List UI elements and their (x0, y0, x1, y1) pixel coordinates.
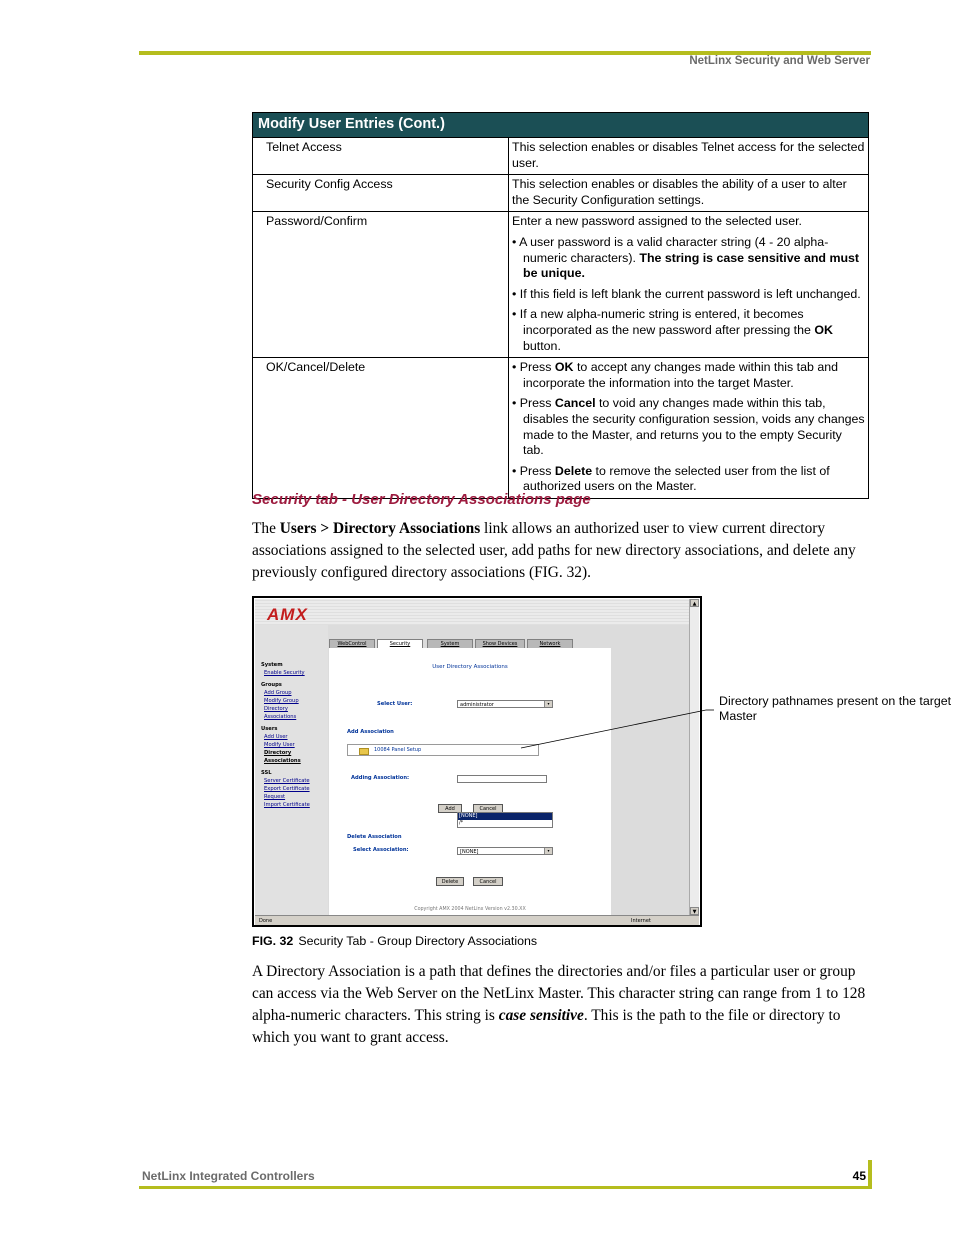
screenshot-copyright: Copyright AMX 2004 NetLinx Version v2.30.XX (414, 907, 526, 912)
amx-logo: AMX (267, 605, 308, 624)
body-paragraph: The Users > Directory Associations link allows an authorized user to view current directory associations assigned to the selected user, add paths for new directory associations, and delete any previously configured directory associations (FIG. 32). (252, 520, 856, 581)
body-paragraph: A Directory Association is a path that defines the directories and/or files a particular user or group can access via the Web Server on the NetLinx Master. This character string can range from 1 to 128 alpha-numeric characters. This string is case sensitive. This is the path to the file or directory to which you want to grant access. (252, 963, 866, 1046)
cancel-button[interactable]: Cancel (473, 804, 503, 813)
tab-show-devices[interactable]: Show Devices (475, 639, 525, 649)
modify-user-entries-table (252, 112, 869, 499)
nav-link-request[interactable]: Request (264, 794, 286, 800)
field-description: This selection enables or disables the ability of a user to alter the Security Configuration settings. (509, 175, 869, 212)
nav-link-add-group[interactable]: Add Group (264, 690, 292, 696)
bottom-rule (139, 1186, 871, 1189)
list-option-selected[interactable]: [NONE] (458, 813, 552, 820)
running-title: NetLinx Security and Web Server (689, 55, 870, 67)
select-user-label: Select User: (377, 701, 413, 707)
table-row (253, 138, 869, 175)
nav-link-enable-security[interactable]: Enable Security (264, 670, 305, 676)
bullet-item: • Press Cancel to void any changes made within this tab, disables the security configuration session, voids any changes made to the Master, and returns you to the empty Security tab. (512, 396, 865, 458)
tab-system[interactable]: System (427, 639, 473, 649)
figure-callout: Directory pathnames present on the target Master (719, 694, 952, 723)
nav-link-import-certificate[interactable]: Import Certificate (264, 802, 310, 808)
section-title: Security tab - User Directory Associations page (252, 491, 591, 508)
nav-link-group-directory[interactable]: Directory (264, 706, 288, 712)
description-intro: Enter a new password assigned to the selected user. (512, 214, 802, 229)
field-name: Password/Confirm (253, 212, 509, 358)
page-marker-bar (868, 1160, 872, 1189)
nav-link-user-directory[interactable]: Directory (264, 750, 292, 756)
field-name: OK/Cancel/Delete (253, 358, 509, 499)
footer-title: NetLinx Integrated Controllers (142, 1169, 315, 1183)
delete-button[interactable]: Delete (436, 877, 464, 886)
folder-entry[interactable]: 10084 Panel Setup (374, 747, 422, 753)
figure-screenshot (252, 596, 702, 927)
folder-icon (359, 748, 369, 755)
nav-heading-ssl: SSL (261, 770, 272, 776)
nav-link-export-certificate[interactable]: Export Certificate (264, 786, 310, 792)
nav-link-group-associations[interactable]: Associations (264, 714, 297, 720)
adding-association-label: Adding Association: (351, 775, 410, 781)
status-bar (255, 915, 699, 925)
chevron-down-icon: ▾ (544, 701, 552, 707)
tab-webcontrol[interactable]: WebControl (329, 639, 375, 649)
tab-security[interactable]: Security (377, 639, 423, 650)
table-row (253, 212, 869, 358)
nav-link-add-user[interactable]: Add User (264, 734, 288, 740)
list-option[interactable]: /* (459, 820, 464, 826)
content-panel (329, 648, 611, 918)
nav-heading-system: System (261, 662, 283, 668)
adding-association-input[interactable] (457, 775, 547, 783)
table-row (253, 175, 869, 212)
add-button[interactable]: Add (438, 804, 462, 813)
directory-list[interactable] (347, 744, 539, 756)
bullet-item: • If this field is left blank the current password is left unchanged. (512, 286, 861, 301)
cancel-button-2[interactable]: Cancel (473, 877, 503, 886)
figure-label: FIG. 32 (252, 934, 294, 948)
nav-link-server-certificate[interactable]: Server Certificate (264, 778, 310, 784)
vertical-scrollbar[interactable] (689, 599, 699, 915)
bullet-item: • If a new alpha-numeric string is entered, it becomes incorporated as the new password after pressing the OK button. (512, 307, 833, 353)
status-zone: Internet (631, 918, 651, 924)
select-user-dropdown[interactable]: administrator ▾ (457, 700, 553, 708)
table-row (253, 358, 869, 499)
bullet-item: • Press OK to accept any changes made within this tab and incorporate the information into the target Master. (512, 360, 838, 390)
status-done: Done (259, 918, 273, 924)
select-association-label: Select Association: (353, 847, 409, 853)
scroll-down-icon[interactable]: ▼ (690, 907, 699, 915)
nav-heading-users: Users (261, 726, 278, 732)
bullet-item: • Press Delete to remove the selected user from the list of authorized users on the Master. (512, 463, 830, 494)
field-description (509, 358, 869, 499)
nav-link-modify-user[interactable]: Modify User (264, 742, 295, 748)
nav-heading-groups: Groups (261, 682, 282, 688)
field-description: This selection enables or disables Telnet access for the selected user. (509, 138, 869, 175)
tab-network[interactable]: Network (527, 639, 573, 649)
nav-link-modify-group[interactable]: Modify Group (264, 698, 299, 704)
field-name: Telnet Access (253, 138, 509, 175)
scroll-up-icon[interactable]: ▲ (690, 599, 699, 607)
add-association-heading: Add Association (347, 729, 394, 735)
field-name: Security Config Access (253, 175, 509, 212)
bullet-item: • A user password is a valid character string (4 - 20 alpha-numeric characters). The string is case sensitive and must be unique. (512, 234, 860, 281)
screenshot-header (255, 599, 689, 625)
page-number: 45 (852, 1169, 866, 1183)
nav-link-user-associations[interactable]: Associations (264, 758, 301, 764)
delete-association-heading: Delete Association (347, 834, 402, 840)
sidebar-nav (261, 657, 310, 809)
association-listbox[interactable] (457, 812, 553, 828)
panel-title: User Directory Associations (432, 664, 508, 670)
figure-caption: FIG. 32 Security Tab - Group Directory Associations (252, 934, 538, 948)
select-association-dropdown[interactable]: [NONE] ▾ (457, 847, 553, 855)
browser-window (255, 599, 699, 925)
table-title: Modify User Entries (Cont.) (253, 113, 869, 138)
field-description (509, 212, 869, 358)
chevron-down-icon: ▾ (544, 848, 552, 854)
